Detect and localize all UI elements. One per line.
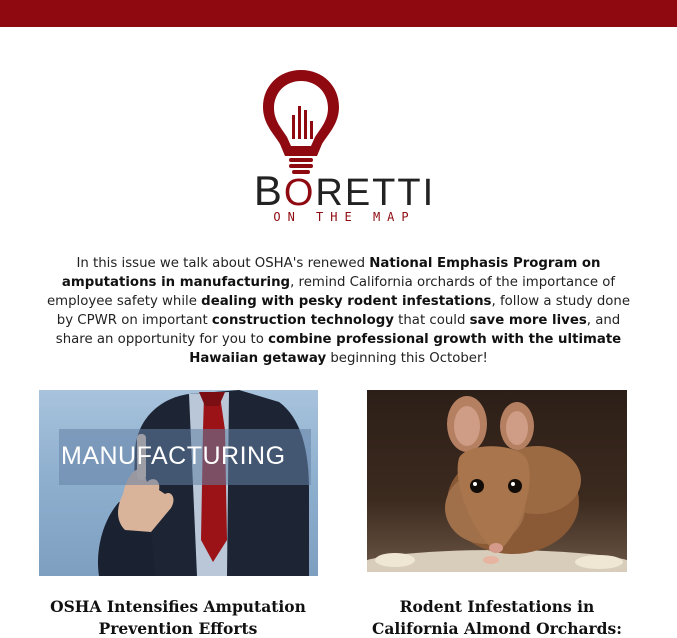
article-title-osha[interactable]: [30, 596, 326, 638]
intro-highlight: combine professional growth with the ultimate Hawaiian getaway: [189, 332, 622, 366]
intro-highlight: dealing with pesky rodent infestations: [201, 294, 492, 309]
brand-logo[interactable]: [0, 62, 677, 232]
intro-text: beginning this October!: [326, 351, 488, 366]
intro-text: that could: [393, 313, 470, 328]
article-title-line: California Almond Orchards:: [372, 619, 622, 638]
brand-tagline: ON THE MAP: [273, 210, 416, 224]
intro-highlight: save more lives: [469, 313, 587, 328]
intro-text: In this issue we talk about OSHA's renewed: [76, 256, 370, 271]
intro-highlight: National Emphasis Program on amputations in manufacturing: [61, 256, 601, 290]
intro-text: , follow a study done by CPWR on important: [56, 294, 631, 328]
article-title-line: OSHA Intensifies Amputation: [50, 597, 306, 616]
mouse-illustration: [367, 390, 627, 572]
header-bar: [0, 0, 677, 27]
brand-name-rest: RETTI: [315, 172, 436, 214]
intro-paragraph: [38, 254, 639, 368]
intro-text: , and share an opportunity for you to: [55, 313, 621, 347]
article-title-rodent[interactable]: [350, 596, 644, 638]
brand-name-accent: O: [283, 172, 316, 214]
intro-text: , remind California orchards of the importance of employee safety while: [46, 275, 616, 309]
rodent-article-image[interactable]: [367, 390, 627, 572]
article-title-line: Rodent Infestations in: [399, 597, 595, 616]
image-caption-manufacturing: MANUFACTURING: [61, 442, 286, 470]
intro-highlight: construction technology: [211, 313, 394, 328]
brand-name: [0, 167, 677, 214]
lightbulb-pin-icon: [258, 66, 344, 178]
brand-name-initial: B: [253, 167, 284, 214]
manufacturing-article-image[interactable]: [39, 390, 318, 576]
article-title-line: Prevention Efforts: [98, 619, 258, 638]
